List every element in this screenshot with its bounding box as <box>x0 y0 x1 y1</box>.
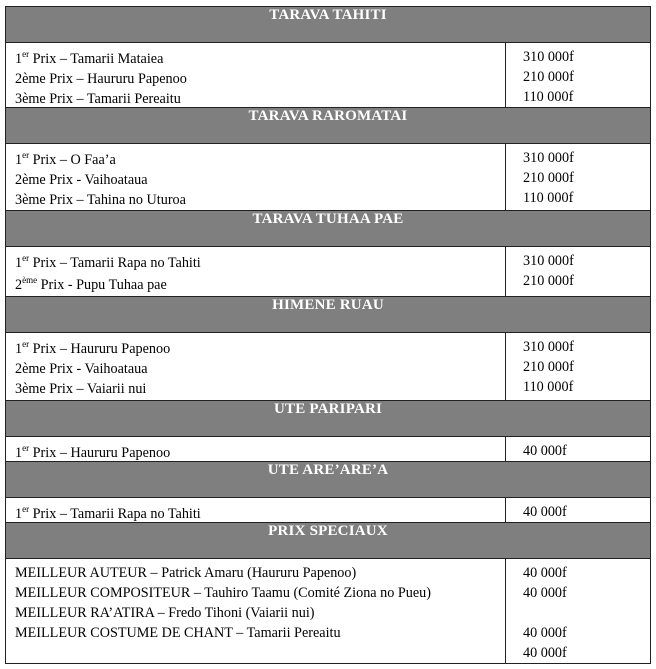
list-item: MEILLEUR COMPOSITEUR – Tauhiro Taamu (Comité Ziona no Pueu) <box>15 585 431 601</box>
section-header <box>6 7 651 43</box>
section-header <box>6 108 651 144</box>
section-body <box>6 247 651 297</box>
prize-amount: 40 000f <box>523 565 567 581</box>
prize-amount: 40 000f <box>523 625 567 641</box>
prize-amount: 110 000f <box>523 190 574 206</box>
winners-cell <box>6 333 506 401</box>
section-body <box>6 144 651 211</box>
amounts-cell <box>506 498 651 523</box>
prize-amount: 210 000f <box>523 170 574 186</box>
prize-amount: 40 000f <box>523 504 567 520</box>
section-title: PRIX SPECIAUX <box>6 523 651 559</box>
winners-cell <box>6 43 506 108</box>
list-item: 1er Prix – Haururu Papenoo <box>15 339 171 357</box>
amounts-cell <box>506 559 651 664</box>
list-item: 3ème Prix – Vaiarii nui <box>15 381 147 397</box>
list-item: 3ème Prix – Tahina no Uturoa <box>15 192 186 208</box>
list-item: 3ème Prix – Tamarii Pereaitu <box>15 91 181 107</box>
prize-amount: 210 000f <box>523 273 574 289</box>
amounts-cell <box>506 144 651 211</box>
winners-cell <box>6 498 506 523</box>
prize-amount: 210 000f <box>523 69 574 85</box>
section-title: TARAVA TAHITI <box>6 7 651 43</box>
prize-amount: 310 000f <box>523 49 574 65</box>
list-item: MEILLEUR RA’ATIRA – Fredo Tihoni (Vaiarii nui) <box>15 605 315 621</box>
amounts-cell <box>506 247 651 297</box>
amounts-cell <box>506 43 651 108</box>
list-item: 2ème Prix - Pupu Tuhaa pae <box>15 275 167 293</box>
winners-cell <box>6 247 506 297</box>
winners-cell <box>6 437 506 462</box>
list-item: 2ème Prix – Haururu Papenoo <box>15 71 187 87</box>
section-title: TARAVA RAROMATAI <box>6 108 651 144</box>
winners-cell <box>6 144 506 211</box>
list-item: 1er Prix – Tamarii Mataiea <box>15 49 164 67</box>
section-body <box>6 333 651 401</box>
prize-amount: 40 000f <box>523 443 567 459</box>
section-body <box>6 43 651 108</box>
section-header <box>6 462 651 498</box>
prize-amount: 110 000f <box>523 89 574 105</box>
section-title: HIMENE RUAU <box>6 297 651 333</box>
list-item: MEILLEUR AUTEUR – Patrick Amaru (Haururu Papenoo) <box>15 565 357 581</box>
section-header <box>6 297 651 333</box>
list-item: 2ème Prix - Vaihoataua <box>15 172 148 188</box>
list-item: 1er Prix – O Faa’a <box>15 150 116 168</box>
prize-amount: 310 000f <box>523 253 574 269</box>
list-item: 1er Prix – Tamarii Rapa no Tahiti <box>15 504 201 522</box>
prize-table <box>5 6 651 664</box>
section-title: TARAVA TUHAA PAE <box>6 211 651 247</box>
section-title: UTE ARE’ARE’A <box>6 462 651 498</box>
prize-amount: 310 000f <box>523 339 574 355</box>
section-header <box>6 211 651 247</box>
section-body <box>6 559 651 664</box>
prize-amount: 210 000f <box>523 359 574 375</box>
section-body <box>6 437 651 462</box>
list-item: 1er Prix – Tamarii Rapa no Tahiti <box>15 253 201 271</box>
list-item: 2ème Prix - Vaihoataua <box>15 361 148 377</box>
section-title: UTE PARIPARI <box>6 401 651 437</box>
prize-amount: 310 000f <box>523 150 574 166</box>
prize-amount: 40 000f <box>523 585 567 601</box>
section-header <box>6 523 651 559</box>
section-body <box>6 498 651 523</box>
prize-amount: 110 000f <box>523 379 574 395</box>
amounts-cell <box>506 437 651 462</box>
list-item: MEILLEUR COSTUME DE CHANT – Tamarii Pereaitu <box>15 625 341 641</box>
list-item: 1er Prix – Haururu Papenoo <box>15 443 171 461</box>
amounts-cell <box>506 333 651 401</box>
prize-amount: 40 000f <box>523 645 567 661</box>
winners-cell <box>6 559 506 664</box>
section-header <box>6 401 651 437</box>
